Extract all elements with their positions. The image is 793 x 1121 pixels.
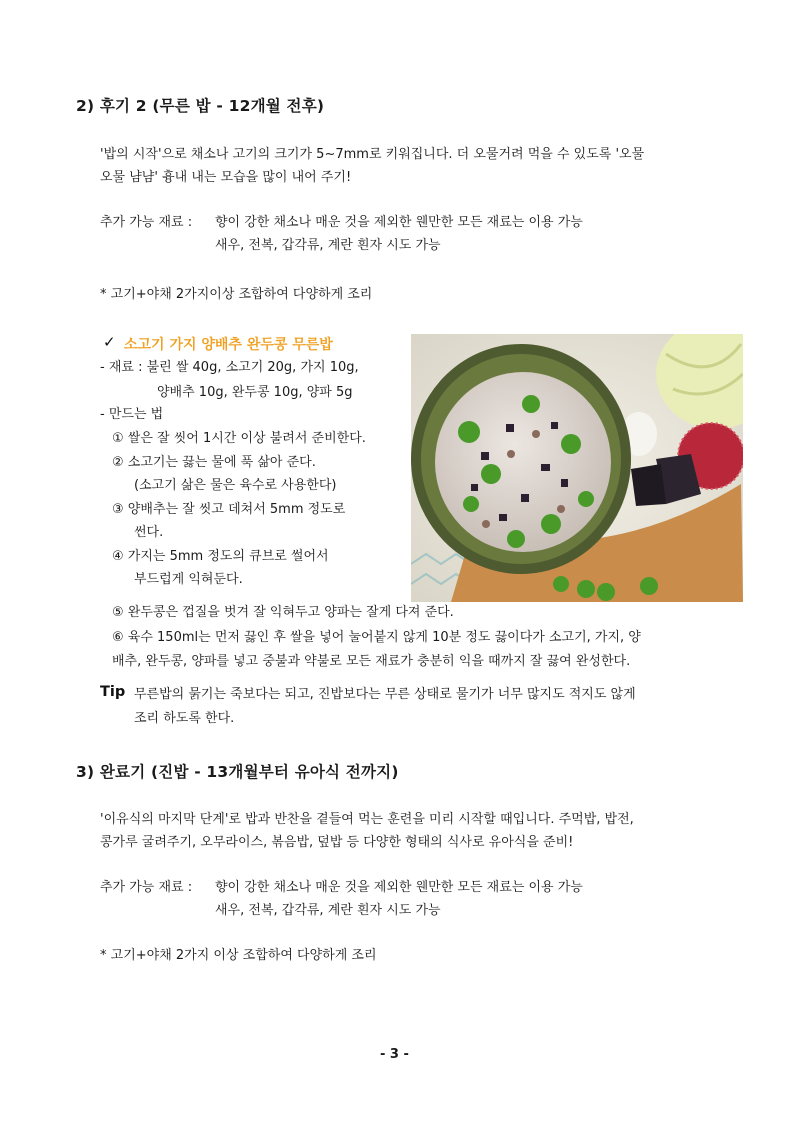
check-icon: ✓ (103, 333, 116, 351)
extra-ingredients-text: 새우, 전복, 갑각류, 계란 흰자 시도 가능 (215, 238, 441, 253)
recipe-step: 배추, 완두콩, 양파를 넣고 중불과 약불로 모든 재료가 충분히 익을 때까지 잘 끓여 완성한다. (112, 654, 631, 669)
method-label: - 만드는 법 (100, 407, 164, 422)
ingredients: - 재료 : 불린 쌀 40g, 소고기 20g, 가지 10g, (100, 360, 359, 375)
note: * 고기+야채 2가지 이상 조합하여 다양하게 조리 (100, 948, 377, 963)
extra-ingredients-text: 향이 강한 채소나 매운 것을 제외한 웬만한 모든 재료는 이용 가능 (215, 880, 583, 895)
recipe-step: ⑤ 완두콩은 껍질을 벗겨 잘 익혀두고 양파는 잘게 다져 준다. (112, 605, 454, 620)
extra-ingredients-label: 추가 가능 재료 : (100, 215, 193, 230)
recipe-step-note: (소고기 삶은 물은 육수로 사용한다) (134, 478, 337, 493)
extra-ingredients-text: 향이 강한 채소나 매운 것을 제외한 웬만한 모든 재료는 이용 가능 (215, 215, 583, 230)
recipe-step: ① 쌀은 잘 씻어 1시간 이상 불려서 준비한다. (112, 431, 366, 446)
ingredients: 양배추 10g, 완두콩 10g, 양파 5g (157, 385, 353, 400)
tip-text: 조리 하도록 한다. (134, 711, 235, 726)
intro-text: 오물 냠냠' 흉내 내는 모습을 많이 내어 주기! (100, 170, 352, 185)
extra-ingredients-label: 추가 가능 재료 : (100, 880, 193, 895)
recipe-step: ④ 가지는 5mm 정도의 큐브로 썰어서 (112, 549, 329, 564)
section-heading: 2) 후기 2 (무른 밥 - 12개월 전후) (76, 97, 325, 115)
note: * 고기+야채 2가지이상 조합하여 다양하게 조리 (100, 287, 373, 302)
recipe-step: ③ 양배추는 잘 씻고 데쳐서 5mm 정도로 (112, 502, 346, 517)
page-number: - 3 - (380, 1047, 409, 1062)
intro-text: '밥의 시작'으로 채소나 고기의 크기가 5~7mm로 키워집니다. 더 오물거려 먹을 수 있도록 '오물 (100, 147, 645, 162)
intro-text: 콩가루 굴려주기, 오무라이스, 볶음밥, 덮밥 등 다양한 형태의 식사로 유아식을 준비! (100, 835, 574, 850)
tip-text: 무른밥의 묽기는 죽보다는 되고, 진밥보다는 무른 상태로 물기가 너무 많지도 적지도 않게 (134, 687, 636, 702)
tip-label: Tip (100, 684, 126, 700)
recipe-title: 소고기 가지 양배추 완두콩 무른밥 (124, 337, 333, 353)
recipe-step: 부드럽게 익혀둔다. (134, 572, 243, 587)
recipe-step: 썬다. (134, 525, 164, 540)
intro-text: '이유식의 마지막 단계'로 밥과 반찬을 곁들여 먹는 훈련을 미리 시작할 때입니다. 주먹밥, 밥전, (100, 812, 634, 827)
food-photo (411, 334, 743, 602)
section-heading: 3) 완료기 (진밥 - 13개월부터 유아식 전까지) (76, 763, 399, 781)
recipe-step: ② 소고기는 끓는 물에 푹 삶아 준다. (112, 455, 316, 470)
extra-ingredients-text: 새우, 전복, 갑각류, 계란 흰자 시도 가능 (215, 903, 441, 918)
recipe-step: ⑥ 육수 150ml는 먼저 끓인 후 쌀을 넣어 눌어붙지 않게 10분 정도 끓이다가 소고기, 가지, 양 (112, 630, 641, 645)
